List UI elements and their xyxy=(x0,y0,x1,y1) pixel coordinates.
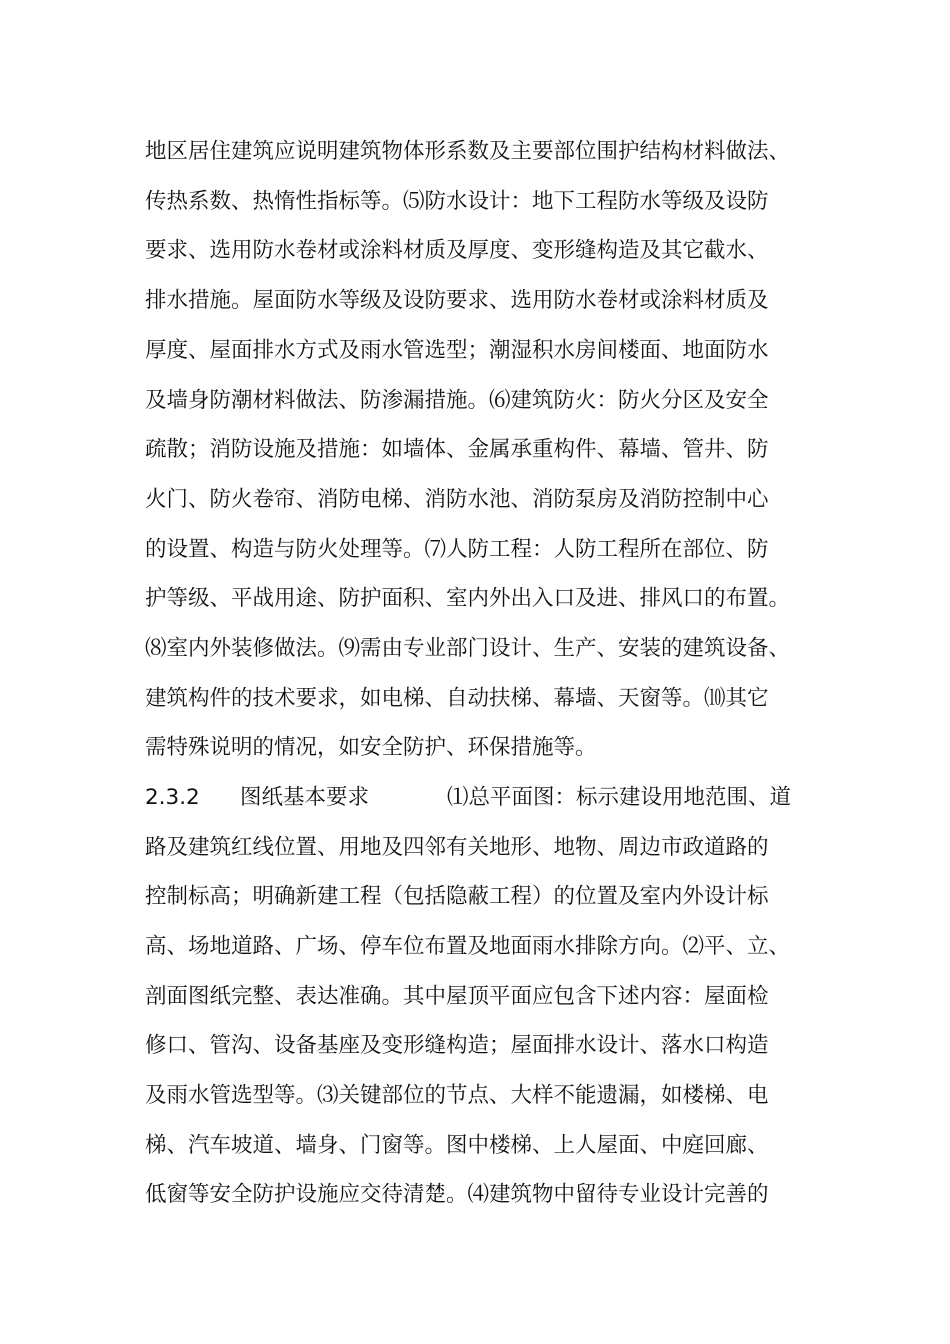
paragraph-line: 需特殊说明的情况，如安全防护、环保措施等。 xyxy=(145,735,597,760)
section-line: 低窗等安全防护设施应交待清楚。⑷建筑物中留待专业设计完善的 xyxy=(145,1182,769,1207)
paragraph-line: 地区居住建筑应说明建筑物体形系数及主要部位围护结构材料做法、 xyxy=(145,139,791,164)
paragraph-line: 及墙身防潮材料做法、防渗漏措施。⑹建筑防火：防火分区及安全 xyxy=(145,388,769,413)
paragraph-line: 排水措施。屋面防水等级及设防要求、选用防水卷材或涂料材质及 xyxy=(145,288,769,313)
section-title: 图纸基本要求 xyxy=(240,785,370,810)
section-line: 控制标高；明确新建工程（包括隐蔽工程）的位置及室内外设计标 xyxy=(145,884,769,909)
paragraph-line: 传热系数、热惰性指标等。⑸防水设计：地下工程防水等级及设防 xyxy=(145,189,769,214)
paragraph-line: 护等级、平战用途、防护面积、室内外出入口及进、排风口的布置。 xyxy=(145,586,791,611)
paragraph-line: 疏散；消防设施及措施：如墙体、金属承重构件、幕墙、管井、防 xyxy=(145,437,769,462)
paragraph-line: 火门、防火卷帘、消防电梯、消防水池、消防泵房及消防控制中心 xyxy=(145,487,769,512)
section-line: 路及建筑红线位置、用地及四邻有关地形、地物、周边市政道路的 xyxy=(145,835,769,860)
paragraph-line: 要求、选用防水卷材或涂料材质及厚度、变形缝构造及其它截水、 xyxy=(145,238,769,263)
paragraph-line: ⑻室内外装修做法。⑼需由专业部门设计、生产、安装的建筑设备、 xyxy=(145,636,791,661)
paragraph-line: 建筑构件的技术要求，如电梯、自动扶梯、幕墙、天窗等。⑽其它 xyxy=(145,686,769,711)
section-number: 2.3.2 xyxy=(145,785,200,810)
section-line: 剖面图纸完整、表达准确。其中屋顶平面应包含下述内容：屋面检 xyxy=(145,984,769,1009)
section-line: 修口、管沟、设备基座及变形缝构造；屋面排水设计、落水口构造 xyxy=(145,1033,769,1058)
paragraph-line: 的设置、构造与防火处理等。⑺人防工程：人防工程所在部位、防 xyxy=(145,537,769,562)
paragraph-line: 厚度、屋面排水方式及雨水管选型；潮湿积水房间楼面、地面防水 xyxy=(145,338,769,363)
section-line: 梯、汽车坡道、墙身、门窗等。图中楼梯、上人屋面、中庭回廊、 xyxy=(145,1133,769,1158)
section-line: 高、场地道路、广场、停车位布置及地面雨水排除方向。⑵平、立、 xyxy=(145,934,791,959)
section-first-line: ⑴总平面图：标示建设用地范围、道 xyxy=(447,785,792,810)
section-line: 及雨水管选型等。⑶关键部位的节点、大样不能遗漏，如楼梯、电 xyxy=(145,1083,769,1108)
